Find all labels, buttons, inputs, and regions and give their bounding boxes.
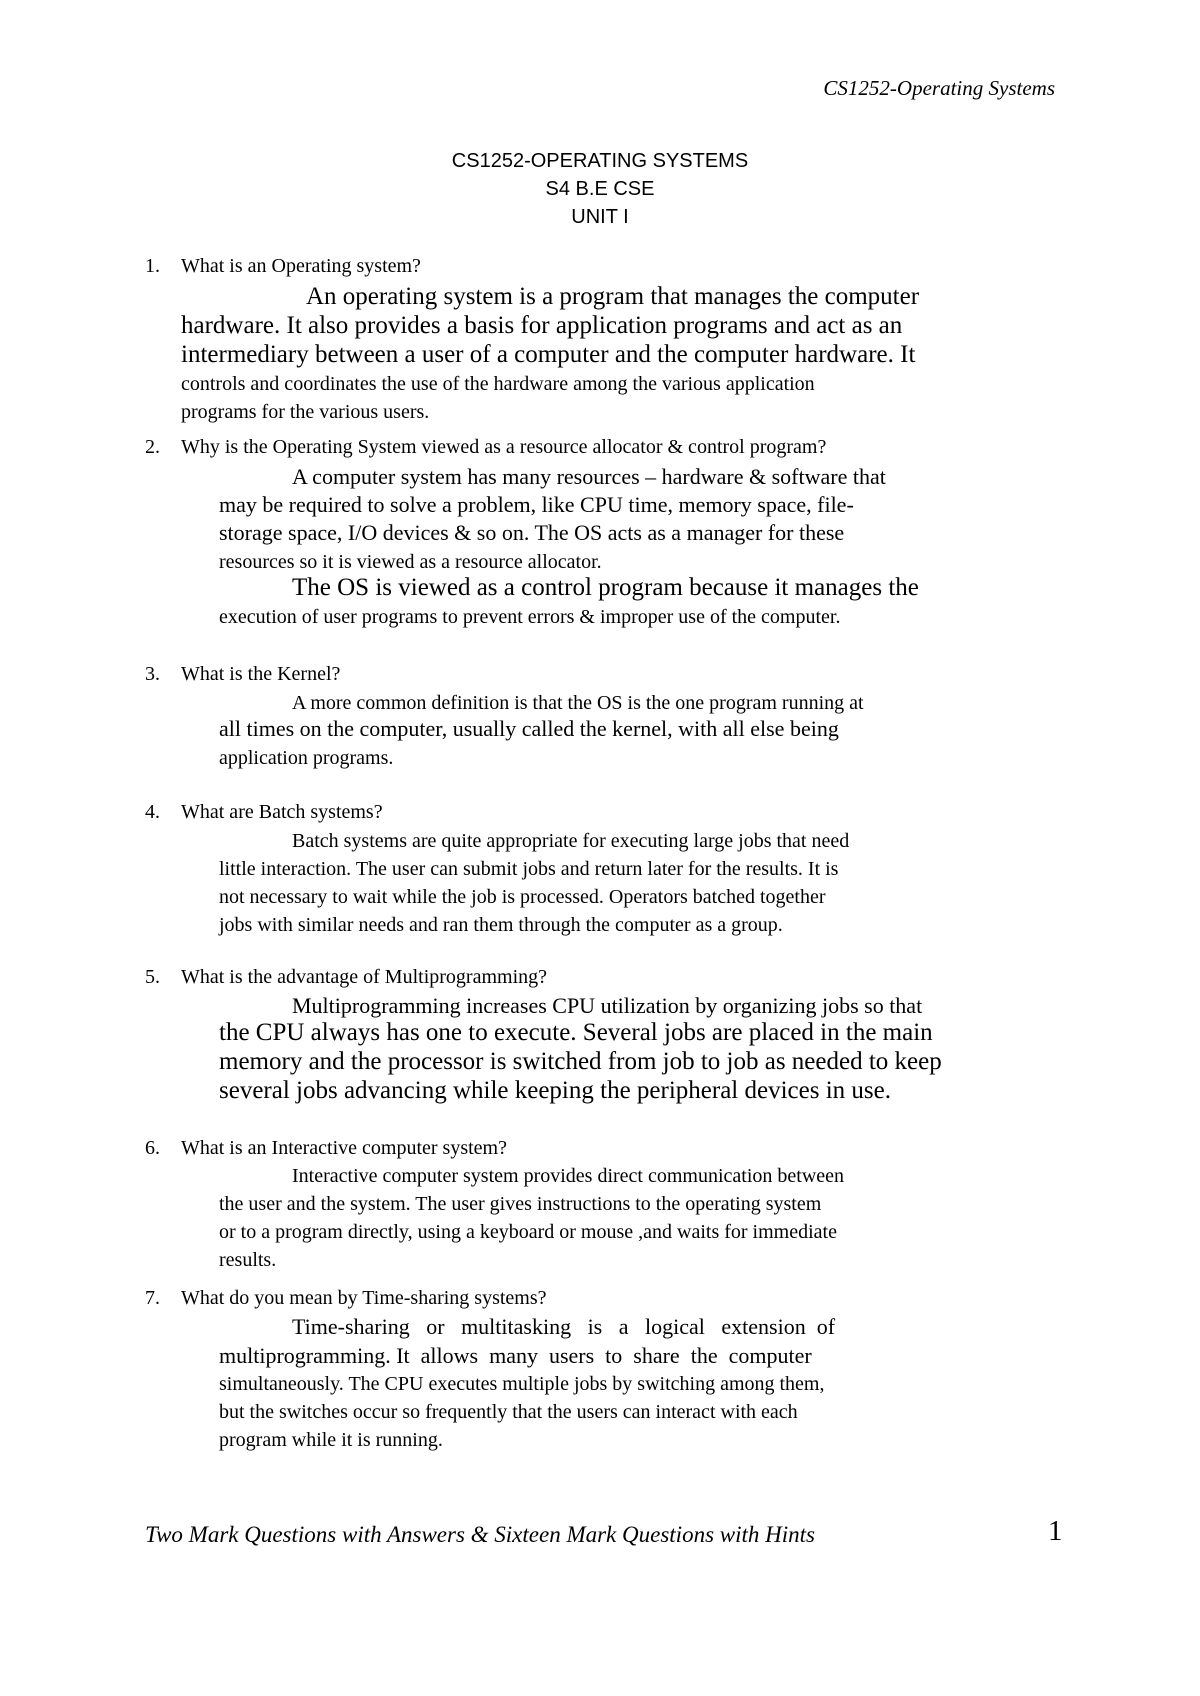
question-number: 6.: [145, 1137, 160, 1159]
answer-line: but the switches occur so frequently that the users can interact with each: [219, 1401, 798, 1423]
answer-line: controls and coordinates the use of the hardware among the various application: [181, 373, 815, 395]
answer-line: Multiprogramming increases CPU utilization by organizing jobs so that: [292, 993, 923, 1018]
answer-line: little interaction. The user can submit jobs and return later for the results. It is: [219, 858, 839, 880]
question-text: What do you mean by Time-sharing systems?: [181, 1287, 547, 1309]
unit-heading: UNIT I: [571, 206, 629, 228]
answer-line: multiprogramming. It allows many users to share the computer: [219, 1343, 812, 1368]
answer-line: memory and the processor is switched from job to job as needed to keep: [219, 1048, 942, 1075]
answer-line: several jobs advancing while keeping the peripheral devices in use.: [219, 1077, 891, 1104]
page-number: 1: [1048, 1515, 1063, 1547]
question-number: 4.: [145, 801, 160, 823]
answer-line: Time-sharing or multitasking is a logical extension of: [292, 1314, 836, 1339]
answer-line: The OS is viewed as a control program because it manages the: [292, 574, 919, 601]
answer-line: storage space, I/O devices & so on. The OS acts as a manager for these: [219, 520, 845, 545]
question-text: What is an Interactive computer system?: [181, 1137, 507, 1159]
page-footer: Two Mark Questions with Answers & Sixteen Mark Questions with Hints: [145, 1522, 815, 1547]
question-number: 2.: [145, 436, 160, 458]
answer-line: all times on the computer, usually called the kernel, with all else being: [219, 716, 839, 741]
answer-line: Interactive computer system provides direct communication between: [292, 1165, 845, 1187]
question-number: 5.: [145, 966, 160, 988]
running-header: CS1252-Operating Systems: [823, 76, 1055, 100]
title-block: [0, 147, 1200, 231]
answer-line: or to a program directly, using a keyboard or mouse ,and waits for immediate: [219, 1221, 837, 1243]
answer-line: Batch systems are quite appropriate for executing large jobs that need: [292, 830, 850, 852]
answer-line: intermediary between a user of a computer and the computer hardware. It: [181, 341, 916, 368]
question-text: Why is the Operating System viewed as a resource allocator & control program?: [181, 436, 827, 458]
question-number: 1.: [145, 255, 160, 277]
answer-line: An operating system is a program that manages the computer: [306, 283, 920, 310]
question-text: What is the Kernel?: [181, 663, 341, 685]
question-text: What is an Operating system?: [181, 255, 421, 277]
document-subtitle: S4 B.E CSE: [545, 178, 655, 200]
answer-line: application programs.: [219, 747, 394, 769]
answer-line: the CPU always has one to execute. Several jobs are placed in the main: [219, 1019, 933, 1046]
answer-line: may be required to solve a problem, like CPU time, memory space, file-: [219, 492, 854, 517]
answer-line: results.: [219, 1249, 277, 1271]
answer-line: the user and the system. The user gives instructions to the operating system: [219, 1193, 822, 1215]
answer-line: program while it is running.: [219, 1429, 443, 1451]
answer-line: hardware. It also provides a basis for application programs and act as an: [181, 312, 903, 339]
answer-line: jobs with similar needs and ran them through the computer as a group.: [219, 914, 783, 936]
question-text: What is the advantage of Multiprogramming?: [181, 966, 548, 988]
question-number: 3.: [145, 663, 160, 685]
answer-line: not necessary to wait while the job is processed. Operators batched together: [219, 886, 826, 908]
question-text: What are Batch systems?: [181, 801, 383, 823]
answer-line: execution of user programs to prevent errors & improper use of the computer.: [219, 606, 841, 628]
document-title: CS1252-OPERATING SYSTEMS: [451, 150, 749, 172]
answer-line: simultaneously. The CPU executes multiple jobs by switching among them,: [219, 1373, 825, 1395]
answer-line: A more common definition is that the OS is the one program running at: [292, 692, 864, 714]
answer-line: A computer system has many resources – hardware & software that: [292, 464, 886, 489]
answer-line: resources so it is viewed as a resource allocator.: [219, 551, 602, 573]
answer-line: programs for the various users.: [181, 401, 430, 423]
question-number: 7.: [145, 1287, 160, 1309]
